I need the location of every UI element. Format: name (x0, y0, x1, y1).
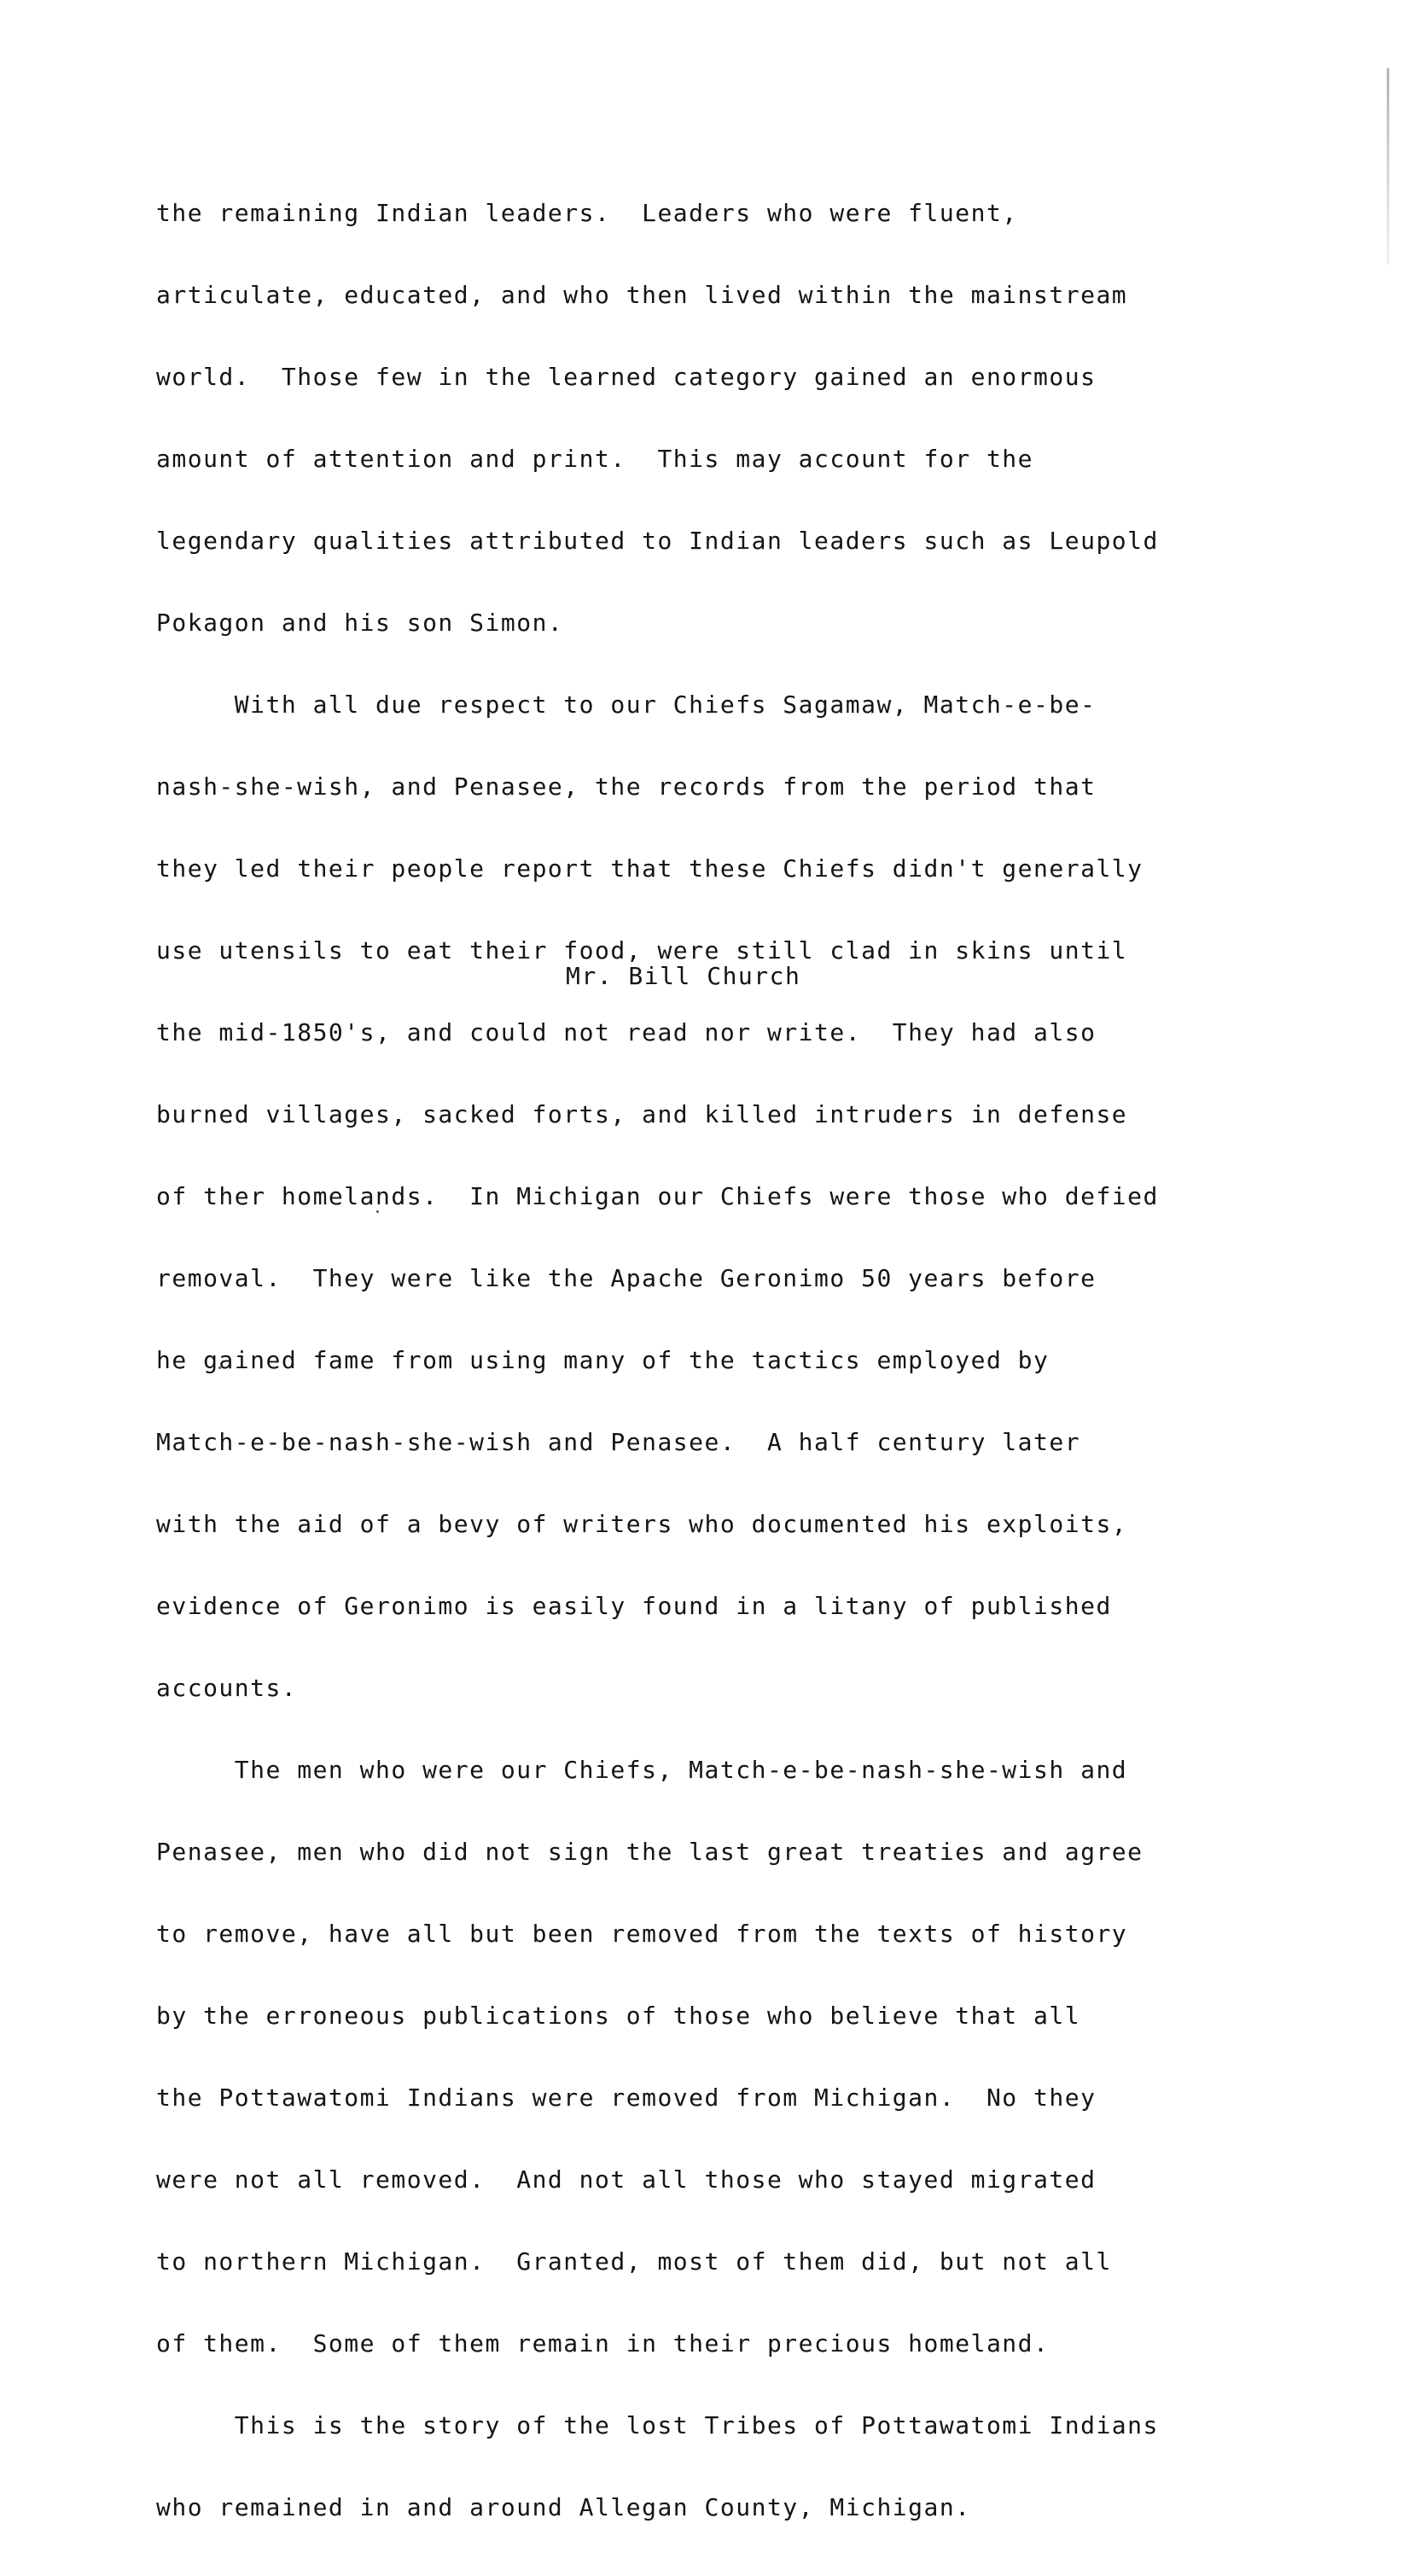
body-text (156, 145, 1240, 2576)
text-line: nash-she-wish, and Penasee, the records from the period that (156, 772, 1097, 801)
author-signature: Mr. Bill Church (566, 962, 801, 990)
text-line: With all due respect to our Chiefs Sagamaw, Match-e-be- (156, 691, 1097, 719)
text-line: The men who were our Chiefs, Match-e-be-nash-she-wish and (156, 1756, 1128, 1784)
text-line: the remaining Indian leaders. Leaders who were fluent, (156, 199, 1018, 227)
text-line: of ther homelands. In Michigan our Chiefs were those who defied (156, 1182, 1159, 1210)
text-line: Penasee, men who did not sign the last great treaties and agree (156, 1838, 1144, 1866)
scan-edge-mark (1387, 68, 1389, 265)
text-line: of them. Some of them remain in their precious homeland. (156, 2329, 1050, 2357)
text-line: world. Those few in the learned category gained an enormous (156, 363, 1097, 391)
text-line: removal. They were like the Apache Geronimo 50 years before (156, 1264, 1097, 1292)
text-line: accounts. (156, 1674, 298, 1702)
text-line: were not all removed. And not all those who stayed migrated (156, 2165, 1097, 2194)
text-line: This is the story of the lost Tribes of Pottawatomi Indians (156, 2411, 1159, 2439)
text-line: to northern Michigan. Granted, most of them did, but not all (156, 2247, 1112, 2276)
text-line: Pokagon and his son Simon. (156, 609, 564, 637)
text-line: by the erroneous publications of those who believe that all (156, 2002, 1081, 2030)
text-line: he gained fame from using many of the tactics employed by (156, 1346, 1050, 1374)
text-line: the mid-1850's, and could not read nor write. They had also (156, 1018, 1097, 1046)
text-line: the Pottawatomi Indians were removed from Michigan. No they (156, 2084, 1097, 2112)
text-line: amount of attention and print. This may account for the (156, 445, 1034, 473)
text-line: who remained in and around Allegan County, Michigan. (156, 2493, 971, 2521)
text-line: Match-e-be-nash-she-wish and Penasee. A half century later (156, 1428, 1081, 1456)
text-line: use utensils to eat their food, were still clad in skins until (156, 936, 1128, 965)
text-line: with the aid of a bevy of writers who documented his exploits, (156, 1510, 1128, 1538)
text-line: burned villages, sacked forts, and killed intruders in defense (156, 1100, 1128, 1128)
text-line: articulate, educated, and who then lived within the mainstream (156, 281, 1128, 309)
text-line: to remove, have all but been removed from the texts of history (156, 1920, 1128, 1948)
text-line: they led their people report that these Chiefs didn't generally (156, 854, 1144, 883)
text-line: evidence of Geronimo is easily found in a litany of published (156, 1592, 1112, 1620)
text-line: legendary qualities attributed to Indian leaders such as Leupold (156, 527, 1159, 555)
